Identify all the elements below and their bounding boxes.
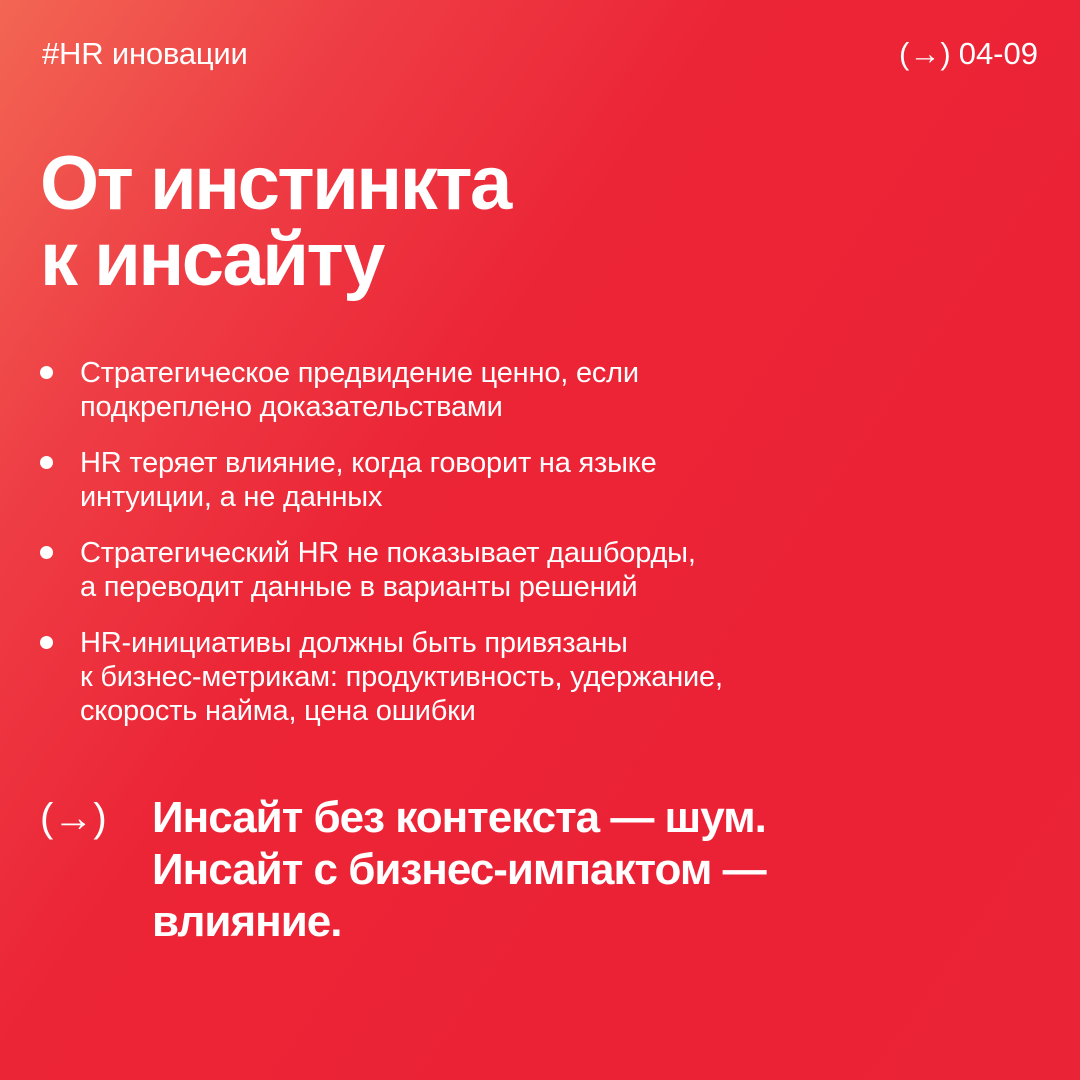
- list-item: [40, 626, 1030, 728]
- conclusion-line: влияние.: [152, 897, 342, 946]
- list-item-line: Стратегическое предвидение ценно, если: [80, 357, 639, 389]
- list-item-line: скорость найма, цена ошибки: [80, 695, 476, 727]
- arrow-right-icon: (→): [899, 36, 951, 71]
- bullet-list: [40, 356, 1030, 750]
- title-line-1: От инстинкта: [40, 141, 510, 226]
- list-item: [40, 356, 1030, 424]
- list-item-line: HR-инициативы должны быть привязаны: [80, 627, 628, 659]
- hashtag-label: #HR иновации: [42, 36, 248, 71]
- conclusion-block: [40, 792, 766, 948]
- conclusion-line: Инсайт с бизнес-импактом —: [152, 845, 766, 894]
- conclusion-statement: [152, 792, 766, 948]
- list-item-line: интуиции, а не данных: [80, 481, 383, 513]
- bullet-dot-icon: [40, 366, 53, 379]
- list-item-line: к бизнес-метрикам: продуктивность, удержание,: [80, 661, 723, 693]
- conclusion-line: Инсайт без контекста — шум.: [152, 793, 766, 842]
- list-item-text: [80, 446, 1030, 514]
- list-item-line: подкреплено доказательствами: [80, 391, 503, 423]
- page-title: [40, 141, 510, 302]
- page-range: 04-09: [958, 36, 1038, 71]
- bullet-dot-icon: [40, 636, 53, 649]
- arrow-right-icon: (→): [40, 796, 107, 840]
- list-item-text: [80, 626, 1030, 728]
- page-indicator: [899, 34, 1038, 74]
- list-item-text: [80, 356, 1030, 424]
- list-item-line: Стратегический HR не показывает дашборды,: [80, 537, 696, 569]
- list-item-text: [80, 536, 1030, 604]
- list-item: [40, 536, 1030, 604]
- list-item-line: а переводит данные в варианты решений: [80, 571, 638, 603]
- list-item: [40, 446, 1030, 514]
- list-item-line: HR теряет влияние, когда говорит на языке: [80, 447, 657, 479]
- bullet-dot-icon: [40, 456, 53, 469]
- bullet-dot-icon: [40, 546, 53, 559]
- title-line-2: к инсайту: [40, 217, 383, 302]
